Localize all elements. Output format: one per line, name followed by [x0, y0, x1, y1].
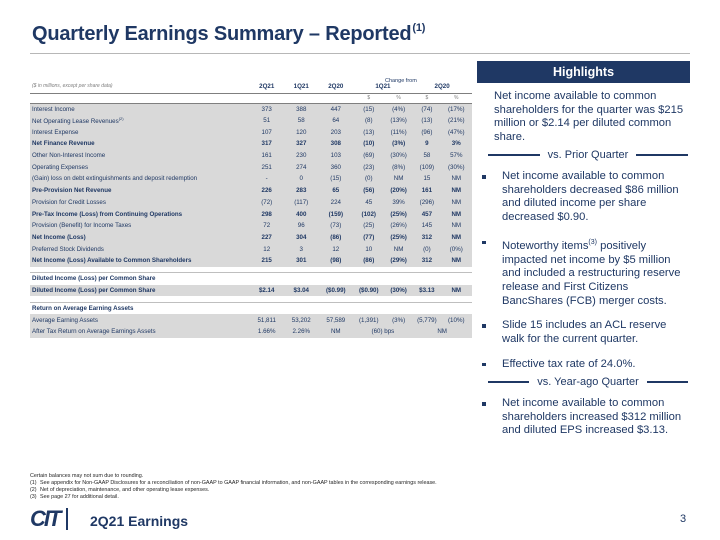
cell: (30%): [385, 285, 413, 297]
cell: 120: [284, 126, 319, 138]
cell: (25%): [385, 232, 413, 244]
cell: (10): [354, 138, 385, 150]
cell: 57%: [442, 150, 472, 162]
cell: (5,779): [413, 314, 441, 326]
cell: (25%): [385, 208, 413, 220]
cell: NM: [442, 285, 472, 297]
table-row: [30, 185, 472, 197]
row-label: Provision (Benefit) for Income Taxes: [30, 220, 250, 232]
sub-head: $: [413, 93, 441, 103]
table-row: [30, 208, 472, 220]
group-head-2q20: 2Q20: [413, 80, 472, 93]
cell: 327: [284, 138, 319, 150]
cell: (8): [354, 115, 385, 127]
row-label: (Gain) loss on debt extinguishments and deposit redemption: [30, 173, 250, 185]
table-row: [30, 138, 472, 150]
cell: 304: [284, 232, 319, 244]
col-head-2q20: 2Q20: [319, 80, 354, 93]
cell: 58: [284, 115, 319, 127]
unit-note: ($ in millions, except per share data): [30, 80, 250, 93]
footnote: (3) See page 27 for additional detail.: [30, 494, 119, 501]
eps-section-head: Diluted Income (Loss) per Common Share: [30, 273, 472, 285]
cell: 447: [319, 103, 354, 115]
col-head-1q21: 1Q21: [284, 80, 319, 93]
cell: (21%): [442, 115, 472, 127]
cell: ($0.90): [354, 285, 385, 297]
cell: 10: [354, 243, 385, 255]
sub-head: %: [442, 93, 472, 103]
table-row: [30, 285, 472, 297]
cell: (3%): [385, 314, 413, 326]
cell: 203: [319, 126, 354, 138]
group-head-1q21: 1Q21: [354, 80, 414, 93]
bullet-item: Net income available to common shareholders increased $312 million and diluted EPS increased $3.13.: [478, 397, 690, 438]
cell: 224: [319, 197, 354, 209]
table-row: [30, 220, 472, 232]
table-row: [30, 103, 472, 115]
row-label: Interest Income: [30, 103, 250, 115]
row-label: Provision for Credit Losses: [30, 197, 250, 209]
cell: 64: [319, 115, 354, 127]
prior-quarter-bullets: [478, 170, 690, 382]
cell: (15): [354, 103, 385, 115]
table-row: [30, 126, 472, 138]
bullet-item: Net income available to common shareholders decreased $86 million and diluted income per share decreased $0.90.: [478, 170, 690, 225]
cell: (47%): [442, 126, 472, 138]
cell: (25): [354, 220, 385, 232]
year-ago-bullets: [478, 397, 690, 449]
cell: NM: [442, 220, 472, 232]
cell: (0): [413, 243, 441, 255]
cell: (98): [319, 255, 354, 267]
cell: 215: [250, 255, 285, 267]
page-number: 3: [680, 513, 687, 525]
table-row: [30, 197, 472, 209]
cell: 2.26%: [284, 326, 319, 338]
table-row: [30, 115, 472, 127]
title-divider: [30, 53, 690, 54]
cell: (73): [319, 220, 354, 232]
sub-head: $: [354, 93, 385, 103]
financial-table: [30, 80, 472, 338]
cell: (86): [354, 255, 385, 267]
cell: (159): [319, 208, 354, 220]
cell: 57,589: [319, 314, 354, 326]
cell: (26%): [385, 220, 413, 232]
cell: 15: [413, 173, 441, 185]
cell: 227: [250, 232, 285, 244]
cell: 317: [250, 138, 285, 150]
cell: 230: [284, 150, 319, 162]
cit-logo: CIT: [30, 508, 68, 530]
cell: 9: [413, 138, 441, 150]
cell: (1,391): [354, 314, 385, 326]
cell: 39%: [385, 197, 413, 209]
cell: (13): [413, 115, 441, 127]
highlights-intro: Net income available to common shareholders for the quarter was $215 million or $2.14 per diluted common share.: [494, 90, 684, 144]
cell: NM: [442, 255, 472, 267]
cell: (4%): [385, 103, 413, 115]
sub-head: %: [385, 93, 413, 103]
cell: NM: [385, 173, 413, 185]
cell: $2.14: [250, 285, 285, 297]
cell: (8%): [385, 161, 413, 173]
cell: 400: [284, 208, 319, 220]
cell: 58: [413, 150, 441, 162]
table-row: [30, 326, 472, 338]
cell: 298: [250, 208, 285, 220]
cell: (3%): [385, 138, 413, 150]
cell: 51,811: [250, 314, 285, 326]
cell: NM: [442, 173, 472, 185]
cell: (17%): [442, 103, 472, 115]
footer-title: 2Q21 Earnings: [90, 513, 189, 529]
cell: 388: [284, 103, 319, 115]
cell: 373: [250, 103, 285, 115]
prior-quarter-divider: vs. Prior Quarter: [488, 148, 688, 162]
row-label: Interest Expense: [30, 126, 250, 138]
cell: (23): [354, 161, 385, 173]
cell: (109): [413, 161, 441, 173]
table-row: [30, 314, 472, 326]
cell: (0%): [442, 243, 472, 255]
cell: (13): [354, 126, 385, 138]
cell: 65: [319, 185, 354, 197]
row-label-footnote: (2): [118, 116, 124, 122]
cell: 226: [250, 185, 285, 197]
cell: 161: [413, 185, 441, 197]
cell: 12: [319, 243, 354, 255]
cell: 274: [284, 161, 319, 173]
col-head-2q21: 2Q21: [250, 80, 285, 93]
cell: 96: [284, 220, 319, 232]
footnote: (1) See appendix for Non-GAAP Disclosures for a reconciliation of non-GAAP to GAAP financial information, and non-GAAP tables in the corresponding earnings release.: [30, 480, 437, 487]
cell: (69): [354, 150, 385, 162]
cell: 161: [250, 150, 285, 162]
return-section-head: Return on Average Earning Assets: [30, 302, 472, 314]
footnote: (2) Net of depreciation, maintenance, and other operating lease expenses.: [30, 487, 210, 494]
cell: NM: [385, 243, 413, 255]
cell: (102): [354, 208, 385, 220]
table-row: [30, 232, 472, 244]
cell: NM: [442, 232, 472, 244]
cell: NM: [442, 208, 472, 220]
row-label: After Tax Return on Average Earnings Assets: [30, 326, 250, 338]
cell: (15): [319, 173, 354, 185]
cell: 0: [284, 173, 319, 185]
cell: (10%): [442, 314, 472, 326]
cell: (86): [319, 232, 354, 244]
cell: 360: [319, 161, 354, 173]
row-label: Pre-Provision Net Revenue: [30, 185, 250, 197]
cell: 283: [284, 185, 319, 197]
row-label: Net Income (Loss): [30, 232, 250, 244]
cell: 53,202: [284, 314, 319, 326]
row-label: Preferred Stock Dividends: [30, 243, 250, 255]
cell: (30%): [442, 161, 472, 173]
row-label: Pre-Tax Income (Loss) from Continuing Operations: [30, 208, 250, 220]
year-ago-divider: vs. Year-ago Quarter: [488, 375, 688, 389]
cell: (117): [284, 197, 319, 209]
cell: 312: [413, 255, 441, 267]
cell: (20%): [385, 185, 413, 197]
cell: (11%): [385, 126, 413, 138]
cell: 145: [413, 220, 441, 232]
cell: 51: [250, 115, 285, 127]
cell: (56): [354, 185, 385, 197]
footnote: Certain balances may not sum due to rounding.: [30, 473, 144, 479]
row-label: Net Operating Lease Revenues$^{(2)}$: [30, 115, 250, 127]
bullet-item: Effective tax rate of 24.0%.: [478, 358, 690, 372]
cell: (296): [413, 197, 441, 209]
cell: (29%): [385, 255, 413, 267]
cell: NM: [442, 185, 472, 197]
cell: 312: [413, 232, 441, 244]
bullet-item: Slide 15 includes an ACL reserve walk for the current quarter.: [478, 319, 690, 346]
cell: 251: [250, 161, 285, 173]
cell: ($0.99): [319, 285, 354, 297]
cell: -: [250, 173, 285, 185]
row-label: Diluted Income (Loss) per Common Share: [30, 285, 250, 297]
cell: (72): [250, 197, 285, 209]
row-label: Average Earning Assets: [30, 314, 250, 326]
row-label: Other Non-Interest Income: [30, 150, 250, 162]
cell: 12: [250, 243, 285, 255]
cell: NM: [319, 326, 354, 338]
cell: 72: [250, 220, 285, 232]
cell: 103: [319, 150, 354, 162]
cell: $3.04: [284, 285, 319, 297]
table-row: [30, 173, 472, 185]
cell: 45: [354, 197, 385, 209]
table-row: [30, 161, 472, 173]
row-label: Net Finance Revenue: [30, 138, 250, 150]
highlights-heading: Highlights: [477, 61, 690, 83]
bullet-item: Noteworthy items$^{(3)}$ positively impacted net income by $5 million and included a restructuring reserve release and First Citizens BancShares (FCB) merger costs.: [478, 236, 690, 309]
table-row: [30, 255, 472, 267]
cell: (60) bps: [354, 326, 414, 338]
cell: 301: [284, 255, 319, 267]
change-from-label: Change from: [385, 78, 417, 84]
table-row: [30, 150, 472, 162]
cell: (0): [354, 173, 385, 185]
footnotes: [30, 473, 437, 501]
cell: 457: [413, 208, 441, 220]
logo-divider: [66, 508, 68, 530]
cell: 3: [284, 243, 319, 255]
cell: NM: [442, 197, 472, 209]
cell: (13%): [385, 115, 413, 127]
cell: (77): [354, 232, 385, 244]
cell: 107: [250, 126, 285, 138]
cell: (74): [413, 103, 441, 115]
row-label: Operating Expenses: [30, 161, 250, 173]
cell: 3%: [442, 138, 472, 150]
cell: (30%): [385, 150, 413, 162]
cell: $3.13: [413, 285, 441, 297]
table-row: [30, 243, 472, 255]
cell: NM: [413, 326, 472, 338]
cell: (96): [413, 126, 441, 138]
page-title: Quarterly Earnings Summary – Reported$^{(1)}$: [32, 22, 426, 45]
cell: 1.66%: [250, 326, 285, 338]
table-subheader-row: [30, 93, 472, 103]
cell: 308: [319, 138, 354, 150]
row-label: Net Income (Loss) Available to Common Shareholders: [30, 255, 250, 267]
